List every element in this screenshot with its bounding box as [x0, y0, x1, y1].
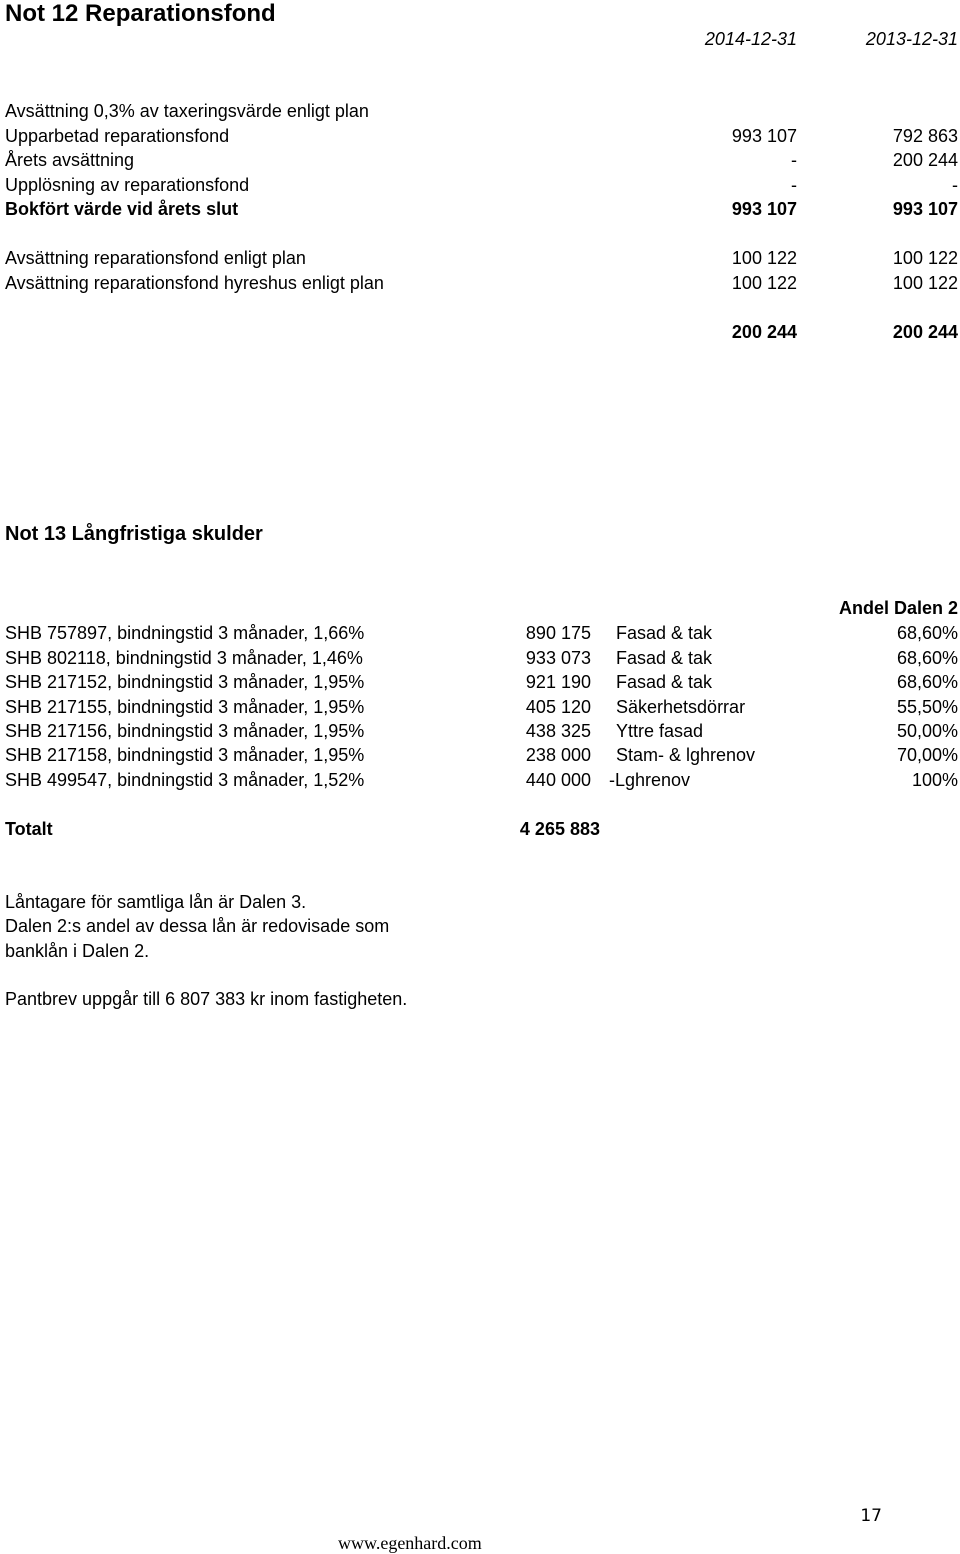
page-number: 17 — [860, 1506, 882, 1526]
loan-share: 55,50% — [896, 697, 958, 717]
note12-row-v2: - — [952, 175, 958, 195]
loan-category: Fasad & tak — [616, 648, 713, 668]
loan-share: 70,00% — [896, 745, 958, 765]
pantbrev-text: Pantbrev uppgår till 6 807 383 kr inom fastigheten. — [5, 989, 408, 1009]
note12-plan-total-v1: 200 244 — [731, 322, 797, 342]
loan-share: 68,60% — [896, 672, 958, 692]
note12-row-v2: 200 244 — [892, 150, 958, 170]
loan-label: SHB 757897, bindningstid 3 månader, 1,66% — [5, 623, 365, 643]
loan-label: SHB 217155, bindningstid 3 månader, 1,95% — [5, 697, 365, 717]
loan-category: Yttre fasad — [616, 721, 704, 741]
note-line: banklån i Dalen 2. — [5, 941, 150, 961]
share-header: Andel Dalen 2 — [838, 598, 958, 618]
footer-website: www.egenhard.com — [338, 1533, 482, 1553]
loan-category: Fasad & tak — [616, 623, 713, 643]
loan-label: SHB 217156, bindningstid 3 månader, 1,95% — [5, 721, 365, 741]
loan-category: Säkerhetsdörrar — [616, 697, 746, 717]
note12-row-label: Upparbetad reparationsfond — [5, 126, 230, 146]
loan-share: 50,00% — [896, 721, 958, 741]
note12-col1-header: 2014-12-31 — [704, 29, 797, 49]
loan-amount: 238 000 — [525, 745, 591, 765]
note12-plan-label: Avsättning reparationsfond enligt plan — [5, 248, 306, 268]
note12-row-v1: - — [791, 175, 797, 195]
note12-row-v2: 993 107 — [892, 199, 958, 219]
note12-plan-label: Avsättning reparationsfond hyreshus enligt plan — [5, 273, 384, 293]
loan-amount: 438 325 — [525, 721, 591, 741]
loan-category: Stam- & lghrenov — [616, 745, 756, 765]
loan-label: SHB 499547, bindningstid 3 månader, 1,52% — [5, 770, 365, 790]
note12-plan-total-v2: 200 244 — [892, 322, 958, 342]
loan-label: SHB 802118, bindningstid 3 månader, 1,46% — [5, 648, 363, 668]
total-amount: 4 265 883 — [519, 819, 600, 839]
note12-row-v1: 993 107 — [731, 199, 797, 219]
loan-amount: 933 073 — [525, 648, 591, 668]
note12-row-label: Årets avsättning — [5, 150, 135, 170]
loan-share: 68,60% — [896, 648, 958, 668]
note12-row-label: Bokfört värde vid årets slut — [5, 199, 239, 219]
total-label: Totalt — [5, 819, 53, 839]
note12-title: Not 12 Reparationsfond — [5, 0, 276, 27]
loan-label: SHB 217152, bindningstid 3 månader, 1,95% — [5, 672, 365, 692]
note-line: Dalen 2:s andel av dessa lån är redovisade som — [5, 916, 390, 936]
note-line: Låntagare för samtliga lån är Dalen 3. — [5, 892, 307, 912]
loan-amount: 890 175 — [525, 623, 591, 643]
note12-intro: Avsättning 0,3% av taxeringsvärde enligt plan — [5, 101, 369, 121]
loan-amount: 405 120 — [525, 697, 591, 717]
loan-share: 100% — [911, 770, 958, 790]
note12-col2-header: 2013-12-31 — [865, 29, 958, 49]
loan-amount: 921 190 — [525, 672, 591, 692]
note12-plan-v2: 100 122 — [892, 248, 958, 268]
note12-row-label: Upplösning av reparationsfond — [5, 175, 250, 195]
loan-label: SHB 217158, bindningstid 3 månader, 1,95% — [5, 745, 365, 765]
note12-row-v2: 792 863 — [892, 126, 958, 146]
note12-row-v1: - — [791, 150, 797, 170]
note12-row-v1: 993 107 — [731, 126, 797, 146]
loan-category: Fasad & tak — [616, 672, 713, 692]
note13-title: Not 13 Långfristiga skulder — [5, 523, 263, 545]
note12-plan-v1: 100 122 — [731, 273, 797, 293]
loan-category: -Lghrenov — [609, 770, 691, 790]
loan-share: 68,60% — [896, 623, 958, 643]
note12-plan-v1: 100 122 — [731, 248, 797, 268]
note12-plan-v2: 100 122 — [892, 273, 958, 293]
loan-amount: 440 000 — [525, 770, 591, 790]
